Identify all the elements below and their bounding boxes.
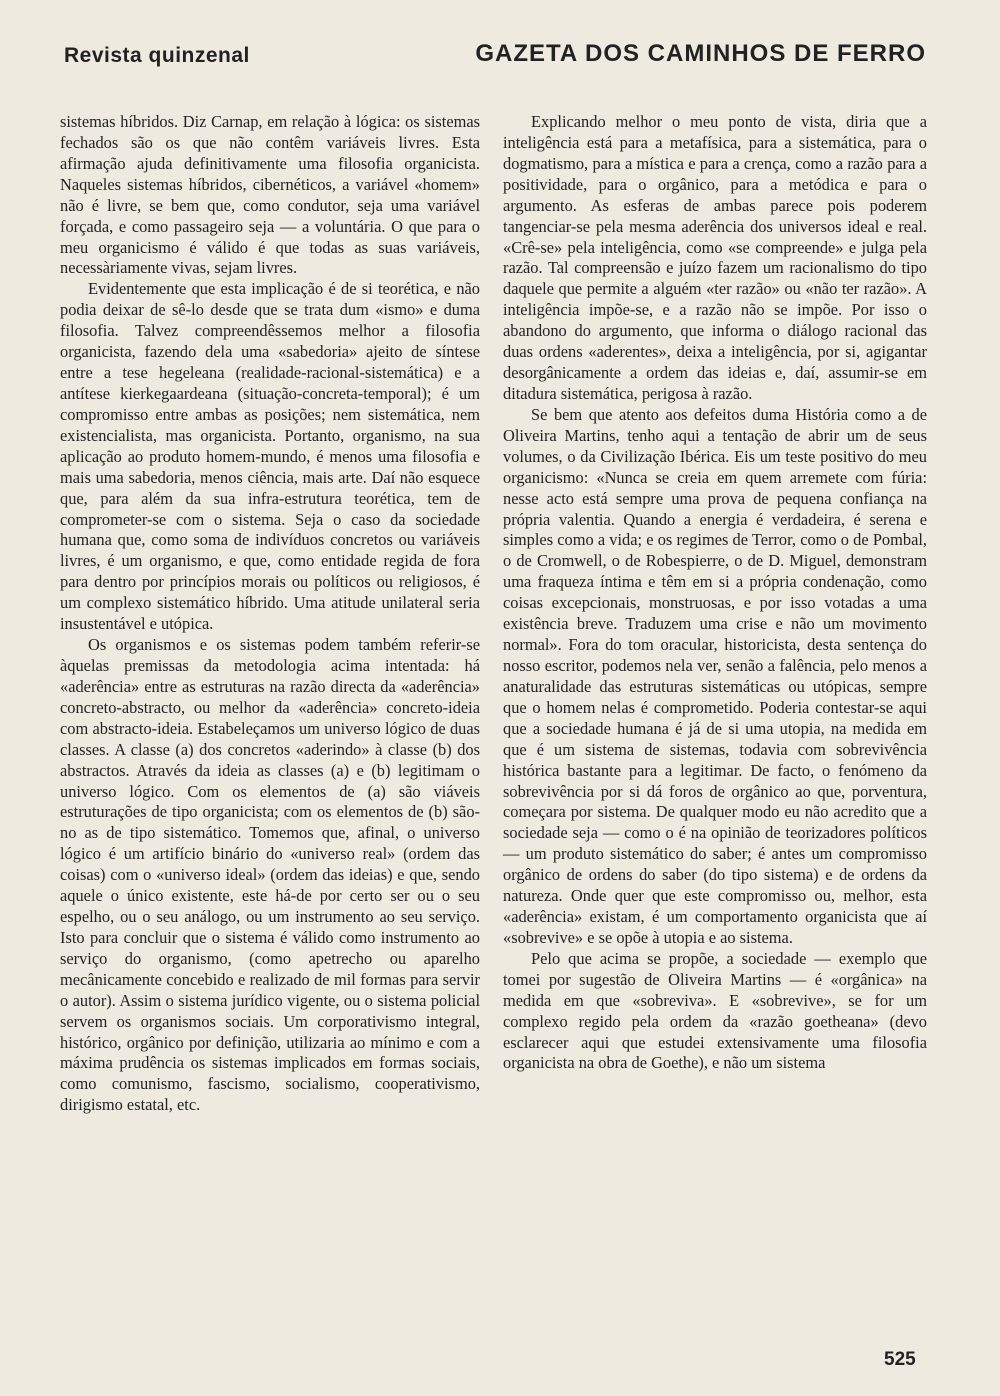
page-header — [0, 0, 1000, 80]
paragraph: Pelo que acima se propõe, a sociedade — exemplo que tomei por sugestão de Oliveira Martins — é «orgânica» na medida em que «sobreviva». E «sobrevive», se for um complexo regido pela ordem da «razão goetheana» (devo esclarecer aqui que estudei extensivamente uma filosofia organicista na obra de Goethe), e não um sistema — [503, 948, 927, 1073]
paragraph: Evidentemente que esta implicação é de si teorética, e não podia deixar de sê-lo desde que se trata dum «ismo» e duma filosofia. Talvez compreendêssemos melhor a filosofia organicista, fazendo dela uma «sabedoria» ajeito de síntese entre a tese hegeleana (realidade-racional-sistemática) e a antítese kierkegaardeana (situação-concreta-temporal); é um compromisso entre ambas as posições; nem sistemática, nem existencialista, mas organicista. Portanto, organismo, na sua aplicação ao produto homem-mundo, é menos uma filosofia e mais uma sabedoria, menos ciência, mais arte. Daí não esquece que, para além da sua infra-estrutura teorética, tem de comprometer-se com o sistema. Seja o caso da sociedade humana que, como soma de indivíduos concretos ou variáveis livres, é um organismo, e que, como entidade regida de fora para dentro por princípios morais ou políticos ou religiosos, é um complexo sistemático híbrido. Uma atitude unilateral seria insustentável e utópica. — [60, 279, 480, 634]
paragraph: Explicando melhor o meu ponto de vista, diria que a inteligência está para a metafísica, para a sistemática, para o dogmatismo, para a mística e para a crença, como a razão para a positividade, para o orgânico, para a metódica e para o argumento. As esferas de ambas parece pois poderem tangenciar-se pela mesma aderência dos universos ideal e real. «Crê-se» pela inteligência, como «se compreende» e julga pela razão. Tal compreensão e juízo fazem um racionalismo do tipo daquele que permite a alguém «ter razão» ou «não ter razão». A inteligência impõe-se, e a razão não se impõe. Por isso o abandono do argumento, que informa o diálogo racional das duas ordens «aderentes», deixa a inteligência, por si, agigantar desorgânicamente a ordem das ideias e, daí, assumir-se em ditadura sistemática, perigosa à razão. — [503, 112, 927, 403]
left-column — [60, 112, 480, 1116]
page-number: 525 — [884, 1349, 916, 1370]
paragraph: sistemas híbridos. Diz Carnap, em relação à lógica: os sistemas fechados são os que não contêm variáveis livres. Esta afirmação ajuda definitivamente uma filosofia organicista. Naqueles sistemas híbridos, cibernéticos, a variável «homem» não é livre, se bem que, como condutor, seja uma variável forçada, e como passageiro seja — a voluntária. O que para o meu organicismo é válido é que todas as suas variáveis, necessàriamente vivas, sejam livres. — [60, 112, 480, 278]
right-column — [503, 112, 927, 1074]
journal-title: GAZETA DOS CAMINHOS DE FERRO — [475, 40, 926, 67]
paragraph: Se bem que atento aos defeitos duma História como a de Oliveira Martins, tenho aqui a tentação de abrir um de seus volumes, o da Civilização Ibérica. Eis um teste positivo do meu organicismo: «Nunca se creia em quem arremete com fúria: nesse acto está sempre uma prova de pequena confiança na própria valentia. Quando a energia é verdadeira, é serena e simples como a vida; e os regimes de Terror, como o de Pombal, o de Cromwell, o de Robespierre, o de D. Miguel, demonstram uma fraqueza íntima e têm em si a própria condenação, como coisas excepcionais, monstruosas, e por isso votadas a uma existência breve. Traduzem uma crise e não um movimento normal». Fora do tom oracular, historicista, desta sentença do nosso escritor, podemos nela ver, senão a falência, pelo menos a anaturalidade das estruturas sistemáticas ou utópicas, sempre que o homem nelas é comprometido. Poderia contestar-se aqui que a sociedade humana é já de si uma utopia, na medida em que é um sistema de sistemas, todavia com sobrevivência histórica bastante para a legitimar. De facto, o fenómeno da sobrevivência por si dá foros de orgânico ao que, porventura, começara por sistema. De qualquer modo eu não acredito que a sociedade seja — como o é na opinião de teorizadores políticos — um produto sistemático do saber; é antes um compromisso orgânico de ordens do saber (do tipo sistema) e de ordens da natureza. Onde quer que este compromisso ou, melhor, esta «aderência» existam, é um comportamento organicista que aí «sobrevive» e se opõe à utopia e ao sistema. — [503, 404, 927, 947]
paragraph: Os organismos e os sistemas podem também referir-se àquelas premissas da metodologia acima intentada: há «aderência» entre as estruturas na razão directa da «aderência» concreto-abstracto, ou melhor da «aderência» concreto-ideia com abstracto-ideia. Estabeleçamos um universo lógico de duas classes. A classe (a) dos concretos «aderindo» à classe (b) dos abstractos. Através da ideia as classes (a) e (b) legitimam o universo lógico. Com os elementos de (a) são viáveis estruturações de tipo organicista; com os elementos de (b) são-no as de tipo sistemático. Tomemos que, afinal, o universo lógico é um artifício binário do «universo real» (ordem das coisas) com o «universo ideal» (ordem das ideias) e que, sendo aquele o único existente, este há-de por certo ser ou o seu espelho, ou o seu análogo, ou um instrumento ao seu serviço. Isto para concluir que o sistema é válido como instrumento ao serviço do organismo, (como apetrecho ou aparelho mecânicamente concebido e realizado de mil formas para servir o autor). Assim o sistema jurídico vigente, ou o sistema policial servem os organismos sociais. Um corporativismo integral, histórico, orgânico por definição, utilizaria ao mínimo e com a máxima prudência os sistemas implicados em formas sociais, como comunismo, fascismo, socialismo, cooperativismo, dirigismo estatal, etc. — [60, 635, 480, 1115]
magazine-frequency: Revista quinzenal — [64, 44, 250, 67]
